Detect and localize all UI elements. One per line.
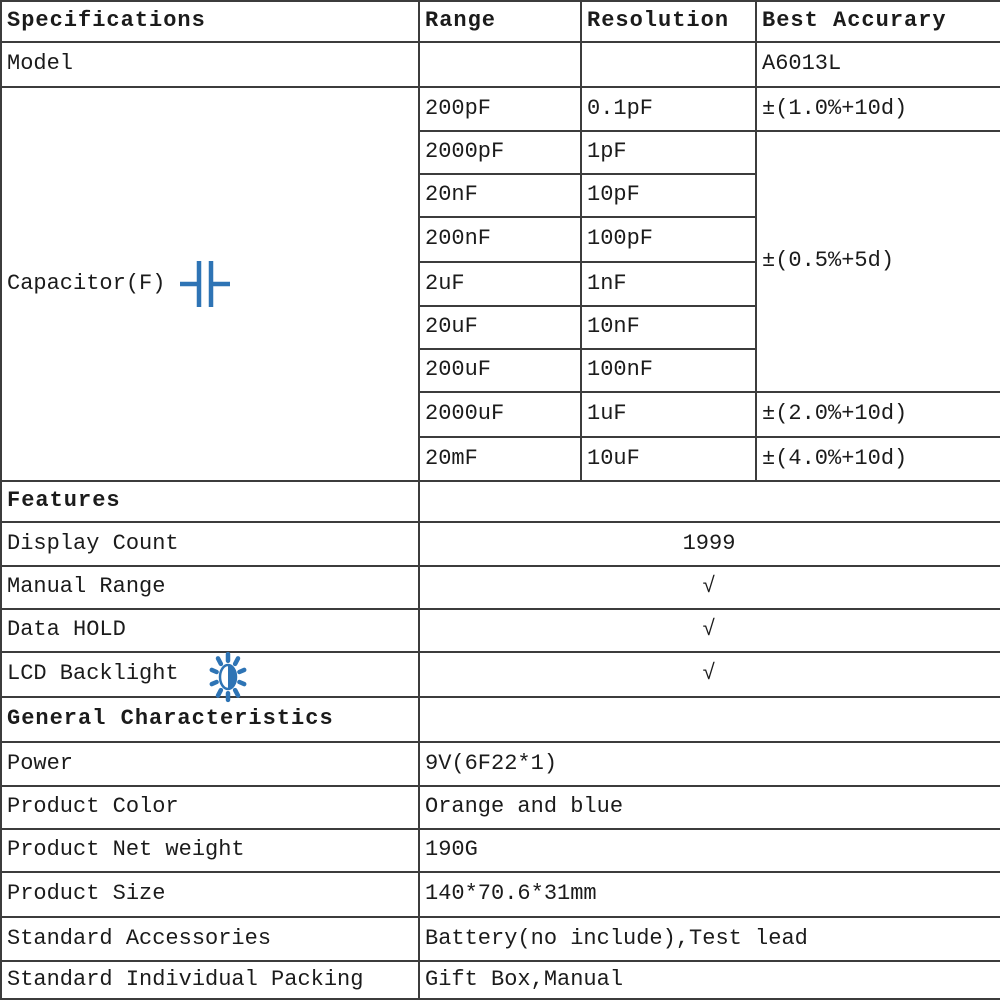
table-row [1, 522, 1000, 566]
header-range: Range [419, 1, 581, 42]
table-row [1, 872, 1000, 917]
range-cell: 200uF [419, 349, 581, 392]
general-label: Standard Individual Packing [1, 961, 419, 999]
empty-cell [581, 42, 756, 87]
general-label: Power [1, 742, 419, 786]
capacitor-label: Capacitor(F) [7, 270, 166, 296]
range-cell: 20nF [419, 174, 581, 217]
table-row [1, 961, 1000, 999]
backlight-icon [205, 651, 251, 709]
accuracy-cell: ±(1.0%+10d) [756, 87, 1000, 131]
empty-cell [419, 481, 1000, 522]
feature-label: Display Count [1, 522, 419, 566]
empty-cell [419, 42, 581, 87]
general-value: 9V(6F22*1) [419, 742, 1000, 786]
resolution-cell: 100nF [581, 349, 756, 392]
general-value: 190G [419, 829, 1000, 872]
range-cell: 200pF [419, 87, 581, 131]
accuracy-cell: ±(4.0%+10d) [756, 437, 1000, 481]
general-value: Gift Box,Manual [419, 961, 1000, 999]
resolution-cell: 10nF [581, 306, 756, 349]
feature-value-check: √ [419, 609, 1000, 652]
general-section-row [1, 697, 1000, 742]
feature-value-check: √ [419, 566, 1000, 609]
model-value: A6013L [756, 42, 1000, 87]
empty-cell [419, 697, 1000, 742]
header-resolution: Resolution [581, 1, 756, 42]
general-section-label: General Characteristics [1, 697, 419, 742]
resolution-cell: 1nF [581, 262, 756, 306]
general-label: Product Net weight [1, 829, 419, 872]
feature-label: Data HOLD [1, 609, 419, 652]
general-label: Product Size [1, 872, 419, 917]
table-row [1, 917, 1000, 961]
features-section-label: Features [1, 481, 419, 522]
capacitor-symbol-icon [179, 257, 231, 311]
feature-label-lcd-backlight [1, 652, 419, 697]
resolution-cell: 10pF [581, 174, 756, 217]
header-row [1, 1, 1000, 42]
model-row [1, 42, 1000, 87]
capacitor-cell [1, 87, 419, 481]
table-row [1, 609, 1000, 652]
features-section-row [1, 481, 1000, 522]
resolution-cell: 1pF [581, 131, 756, 174]
range-cell: 20uF [419, 306, 581, 349]
accuracy-cell: ±(2.0%+10d) [756, 392, 1000, 437]
general-value: Battery(no include),Test lead [419, 917, 1000, 961]
header-best-accuracy: Best Accurary [756, 1, 1000, 42]
range-cell: 2000uF [419, 392, 581, 437]
table-row [1, 742, 1000, 786]
model-label: Model [1, 42, 419, 87]
resolution-cell: 100pF [581, 217, 756, 262]
feature-value: 1999 [419, 522, 1000, 566]
table-row [1, 566, 1000, 609]
general-value: Orange and blue [419, 786, 1000, 829]
table-row [1, 87, 1000, 131]
header-specifications: Specifications [1, 1, 419, 42]
feature-value-check: √ [419, 652, 1000, 697]
general-label: Product Color [1, 786, 419, 829]
general-label: Standard Accessories [1, 917, 419, 961]
table-row [1, 829, 1000, 872]
table-row [1, 652, 1000, 697]
resolution-cell: 10uF [581, 437, 756, 481]
range-cell: 20mF [419, 437, 581, 481]
table-row [1, 786, 1000, 829]
range-cell: 2000pF [419, 131, 581, 174]
resolution-cell: 0.1pF [581, 87, 756, 131]
range-cell: 200nF [419, 217, 581, 262]
feature-label: LCD Backlight [7, 661, 179, 687]
feature-label: Manual Range [1, 566, 419, 609]
general-value: 140*70.6*31mm [419, 872, 1000, 917]
resolution-cell: 1uF [581, 392, 756, 437]
accuracy-cell-merged: ±(0.5%+5d) [756, 131, 1000, 392]
range-cell: 2uF [419, 262, 581, 306]
